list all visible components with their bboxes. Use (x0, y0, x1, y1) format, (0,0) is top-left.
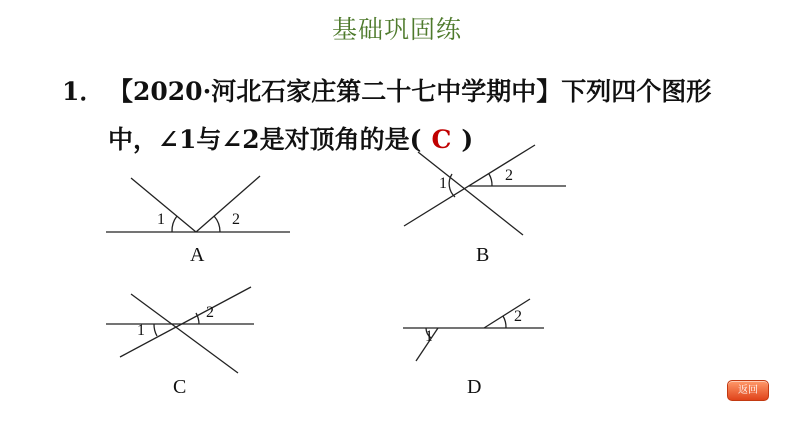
question-text-1: 【2020·河北石家庄第二十七中学期中】下列四个图形 (108, 77, 712, 106)
figure-b-angle2-label: 2 (505, 167, 513, 184)
figure-c-angle1-label: 1 (137, 322, 145, 339)
section-title: 基础巩固练 (331, 15, 462, 44)
figure-a-angle2-label: 2 (232, 211, 240, 228)
figure-a-lines (106, 176, 290, 232)
figure-d-angle2-label: 2 (514, 308, 522, 325)
figure-b-line-2 (418, 152, 523, 235)
figure-b-label: B (476, 244, 490, 266)
figure-c-lines (106, 287, 254, 373)
figure-a-right-ray (196, 176, 260, 232)
figure-c-angle1-arc (154, 324, 157, 336)
figure-d-label: D (467, 376, 482, 398)
figure-c-line-1 (131, 294, 238, 373)
figure-a-angle1-label: 1 (157, 211, 165, 228)
figure-b-angle2-arc (489, 174, 492, 186)
back-button[interactable]: 返回 (727, 380, 769, 401)
figure-a-angle1-arc (172, 216, 177, 232)
question-text-2: 中，∠1与∠2是对顶角的是( (108, 125, 422, 154)
question-close-paren: ) (461, 125, 474, 154)
figure-d-right-ray (484, 299, 530, 328)
figure-b-angle1-arc (449, 174, 455, 197)
figure-d-angle2-arc (503, 316, 506, 328)
figure-b-lines (404, 145, 566, 235)
figure-c-label: C (173, 376, 187, 398)
figure-c-angle2-label: 2 (206, 304, 214, 321)
figure-a-angle2-arc (214, 216, 220, 232)
figure-d-angle1-label: 1 (425, 328, 433, 345)
figure-b-angle1-label: 1 (439, 175, 447, 192)
answer-text: C (431, 125, 452, 154)
figure-a-label: A (190, 244, 205, 266)
question-number: 1． (62, 77, 105, 106)
